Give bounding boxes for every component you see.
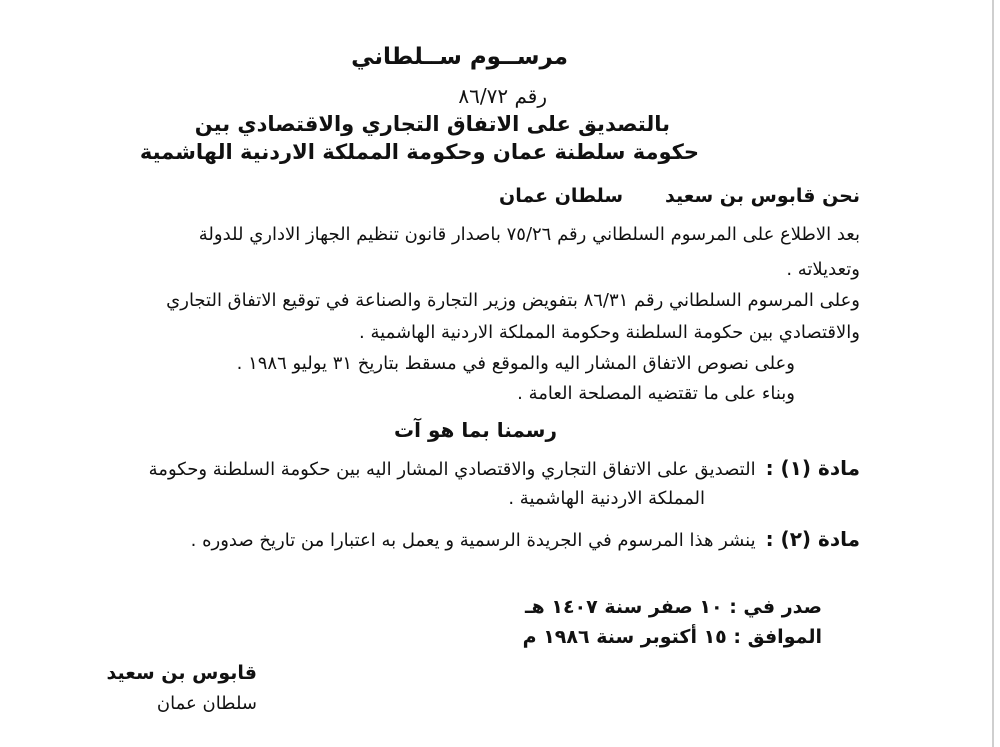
issued-date: صدر في : ١٠ صفر سنة ١٤٠٧ هـ bbox=[525, 596, 822, 618]
preamble-p3: وعلى نصوص الاتفاق المشار اليه والموقع في مسقط بتاريخ ٣١ يوليو ١٩٨٦ . bbox=[236, 353, 795, 374]
article-1 bbox=[149, 458, 860, 479]
page-edge-line bbox=[992, 0, 994, 747]
article-2-label: مادة (٢) : bbox=[765, 527, 860, 551]
article-1-label: مادة (١) : bbox=[765, 456, 860, 480]
decree-subject-line-1: بالتصديق على الاتفاق التجاري والاقتصادي بين bbox=[194, 112, 670, 136]
decree-number: رقم ٨٦/٧٢ bbox=[458, 84, 547, 108]
article-2 bbox=[191, 529, 860, 550]
signature-name: قابوس بن سعيد bbox=[106, 662, 257, 684]
preamble-p4: وبناء على ما تقتضيه المصلحة العامة . bbox=[517, 383, 795, 404]
issuer-title: سلطان عمان bbox=[499, 185, 624, 207]
article-1-text-line-1: التصديق على الاتفاق التجاري والاقتصادي المشار اليه بين حكومة السلطنة وحكومة bbox=[148, 459, 756, 480]
decree-heading: رسمنا بما هو آت bbox=[394, 418, 557, 442]
signature-title: سلطان عمان bbox=[156, 693, 257, 714]
decree-title: مرســوم ســلطاني bbox=[351, 44, 568, 70]
preamble-p1-line-1: بعد الاطلاع على المرسوم السلطاني رقم ٧٥/٢٦ باصدار قانون تنظيم الجهاز الاداري للدولة bbox=[198, 224, 860, 245]
article-1-text-line-2: المملكة الاردنية الهاشمية . bbox=[508, 488, 705, 509]
article-2-text: ينشر هذا المرسوم في الجريدة الرسمية و يعمل به اعتبارا من تاريخ صدوره . bbox=[190, 530, 756, 551]
decree-subject-line-2: حكومة سلطنة عمان وحكومة المملكة الاردنية الهاشمية bbox=[139, 140, 699, 164]
issuer-name: نحن قابوس بن سعيد bbox=[665, 185, 860, 207]
issuer-line bbox=[499, 187, 860, 206]
preamble-p2-line-1: وعلى المرسوم السلطاني رقم ٨٦/٣١ بتفويض وزير التجارة والصناعة في توقيع الاتفاق التجاري bbox=[166, 290, 860, 311]
preamble-p2-line-2: والاقتصادي بين حكومة السلطنة وحكومة المملكة الاردنية الهاشمية . bbox=[359, 322, 860, 343]
corresponding-date: الموافق : ١٥ أكتوبر سنة ١٩٨٦ م bbox=[522, 626, 822, 648]
preamble-p1-line-2: وتعديلاته . bbox=[786, 259, 860, 280]
